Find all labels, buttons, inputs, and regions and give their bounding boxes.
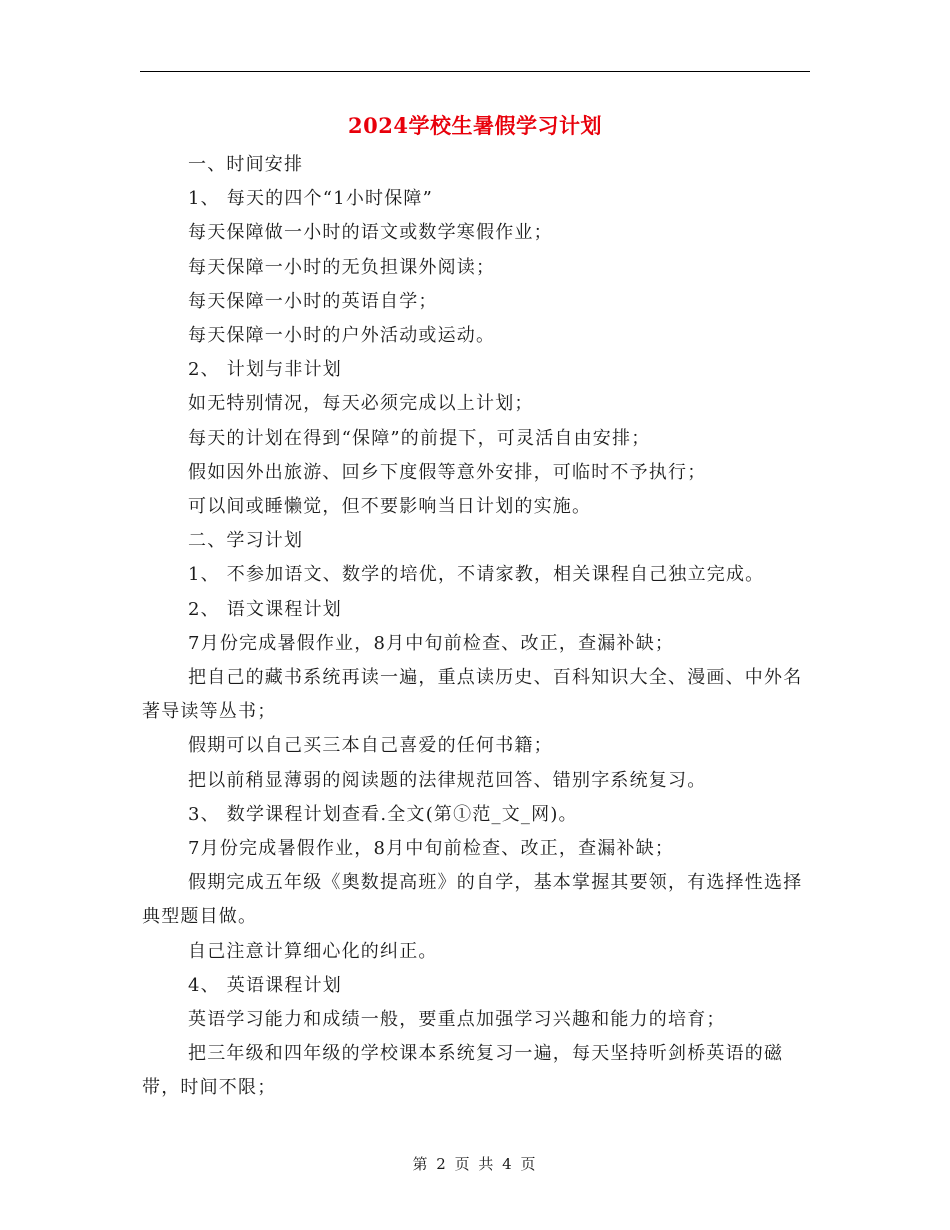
paragraph: 把三年级和四年级的学校课本系统复习一遍，每天坚持听剑桥英语的磁带，时间不限； <box>142 1043 784 1099</box>
document-body <box>142 148 810 1106</box>
paragraph: 假如因外出旅游、回乡下度假等意外安排，可临时不予执行； <box>188 461 707 483</box>
paragraph: 自己注意计算细心化的纠正。 <box>188 940 438 962</box>
paragraph: 7月份完成暑假作业，8月中旬前检查、改正，查漏补缺； <box>188 838 675 860</box>
paragraph: 可以间或睡懒觉，但不要影响当日计划的实施。 <box>188 496 592 518</box>
section-heading: 二、学习计划 <box>188 530 304 552</box>
subsection-heading: 2、 计划与非计划 <box>188 359 342 381</box>
paragraph: 7月份完成暑假作业，8月中旬前检查、改正，查漏补缺； <box>188 632 675 654</box>
subsection-heading: 3、 数学课程计划查看.全文(第①范_文_网)。 <box>188 803 578 825</box>
paragraph: 每天的计划在得到“保障”的前提下，可灵活自由安排； <box>188 427 651 449</box>
subsection-heading: 2、 语文课程计划 <box>188 598 342 620</box>
page-number: 第 2 页 共 4 页 <box>412 1155 538 1173</box>
paragraph: 如无特别情况，每天必须完成以上计划； <box>188 393 534 415</box>
paragraph: 假期完成五年级《奥数提高班》的自学，基本掌握其要领，有选择性选择典型题目做。 <box>142 872 803 928</box>
paragraph: 英语学习能力和成绩一般，要重点加强学习兴趣和能力的培育； <box>188 1009 726 1031</box>
paragraph: 每天保障一小时的户外活动或运动。 <box>188 325 496 347</box>
paragraph: 每天保障一小时的无负担课外阅读； <box>188 256 496 278</box>
paragraph: 把以前稍显薄弱的阅读题的法律规范回答、错别字系统复习。 <box>188 769 707 791</box>
subsection-heading: 4、 英语课程计划 <box>188 974 342 996</box>
subsection-heading: 1、 每天的四个“1小时保障” <box>188 188 434 210</box>
paragraph: 每天保障一小时的英语自学； <box>188 290 438 312</box>
paragraph: 假期可以自己买三本自己喜爱的任何书籍； <box>188 735 553 757</box>
paragraph: 每天保障做一小时的语文或数学寒假作业； <box>188 222 553 244</box>
document-title: 2024学校生暑假学习计划 <box>348 113 602 138</box>
subsection-heading: 1、 不参加语文、数学的培优，不请家教，相关课程自己独立完成。 <box>188 564 765 586</box>
section-heading: 一、时间安排 <box>188 154 304 175</box>
header-rule <box>140 71 810 72</box>
paragraph: 把自己的藏书系统再读一遍，重点读历史、百科知识大全、漫画、中外名著导读等丛书； <box>142 667 803 723</box>
